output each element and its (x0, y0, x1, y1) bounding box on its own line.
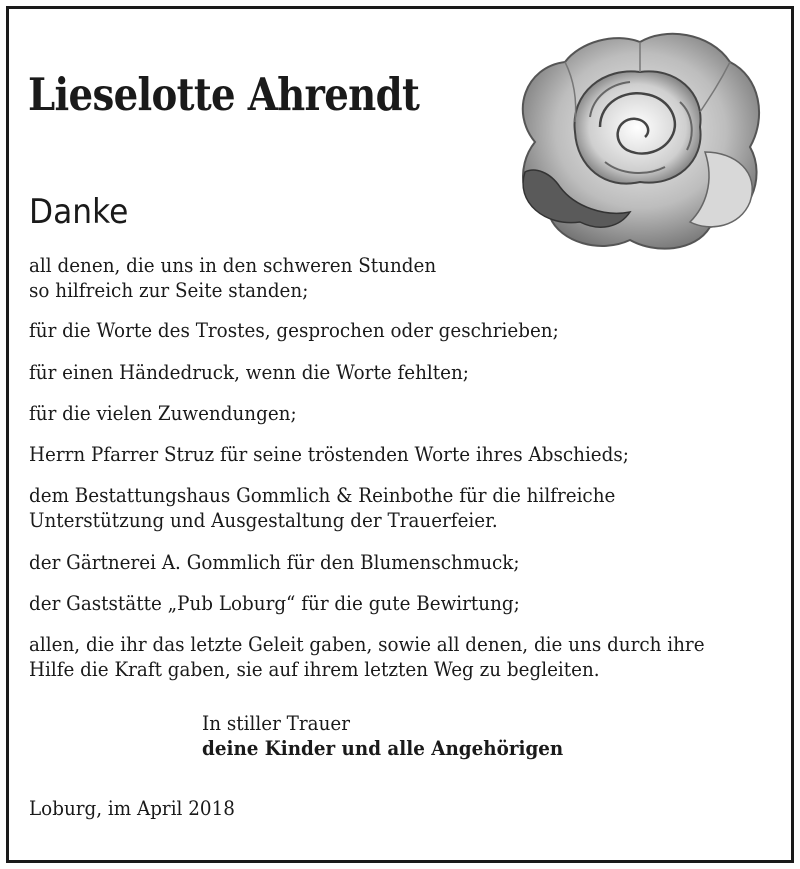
thanks-paragraph (29, 318, 559, 343)
thanks-paragraph (29, 550, 520, 575)
mourning-line: In stiller Trauer (202, 712, 351, 735)
thanks-line: Unterstützung und Ausgestaltung der Trauerfeier. (29, 509, 498, 532)
mourning-block (202, 711, 563, 761)
thanks-paragraph (29, 360, 469, 385)
thanks-line: Hilfe die Kraft gaben, sie auf ihrem letzten Weg zu begleiten. (29, 658, 600, 681)
mourners-signature: deine Kinder und alle Angehörigen (202, 737, 564, 760)
deceased-name: Lieselotte Ahrendt (28, 68, 420, 121)
thanks-paragraph (29, 401, 297, 426)
thanks-paragraph (29, 442, 629, 467)
rose-illustration (505, 22, 770, 257)
thanks-line: für die Worte des Trostes, gesprochen oder geschrieben; (29, 319, 559, 342)
thanks-paragraph (29, 632, 705, 682)
thanks-line: der Gaststätte „Pub Loburg“ für die gute Bewirtung; (29, 592, 520, 615)
thanks-paragraph (29, 253, 436, 303)
thanks-line: Herrn Pfarrer Struz für seine tröstenden Worte ihres Abschieds; (29, 443, 629, 466)
thanks-line: dem Bestattungshaus Gommlich & Reinbothe für die hilfreiche (29, 484, 616, 507)
thanks-line: der Gärtnerei A. Gommlich für den Blumenschmuck; (29, 551, 520, 574)
thanks-line: so hilfreich zur Seite standen; (29, 279, 309, 302)
thanks-paragraph (29, 591, 520, 616)
thanks-line: für einen Händedruck, wenn die Worte fehlten; (29, 361, 469, 384)
thanks-line: allen, die ihr das letzte Geleit gaben, sowie all denen, die uns durch ihre (29, 633, 705, 656)
place-date: Loburg, im April 2018 (29, 797, 235, 820)
thanks-paragraph (29, 483, 615, 533)
thanks-line: all denen, die uns in den schweren Stunden (29, 254, 437, 277)
thanks-heading: Danke (29, 192, 129, 232)
thanks-line: für die vielen Zuwendungen; (29, 402, 297, 425)
